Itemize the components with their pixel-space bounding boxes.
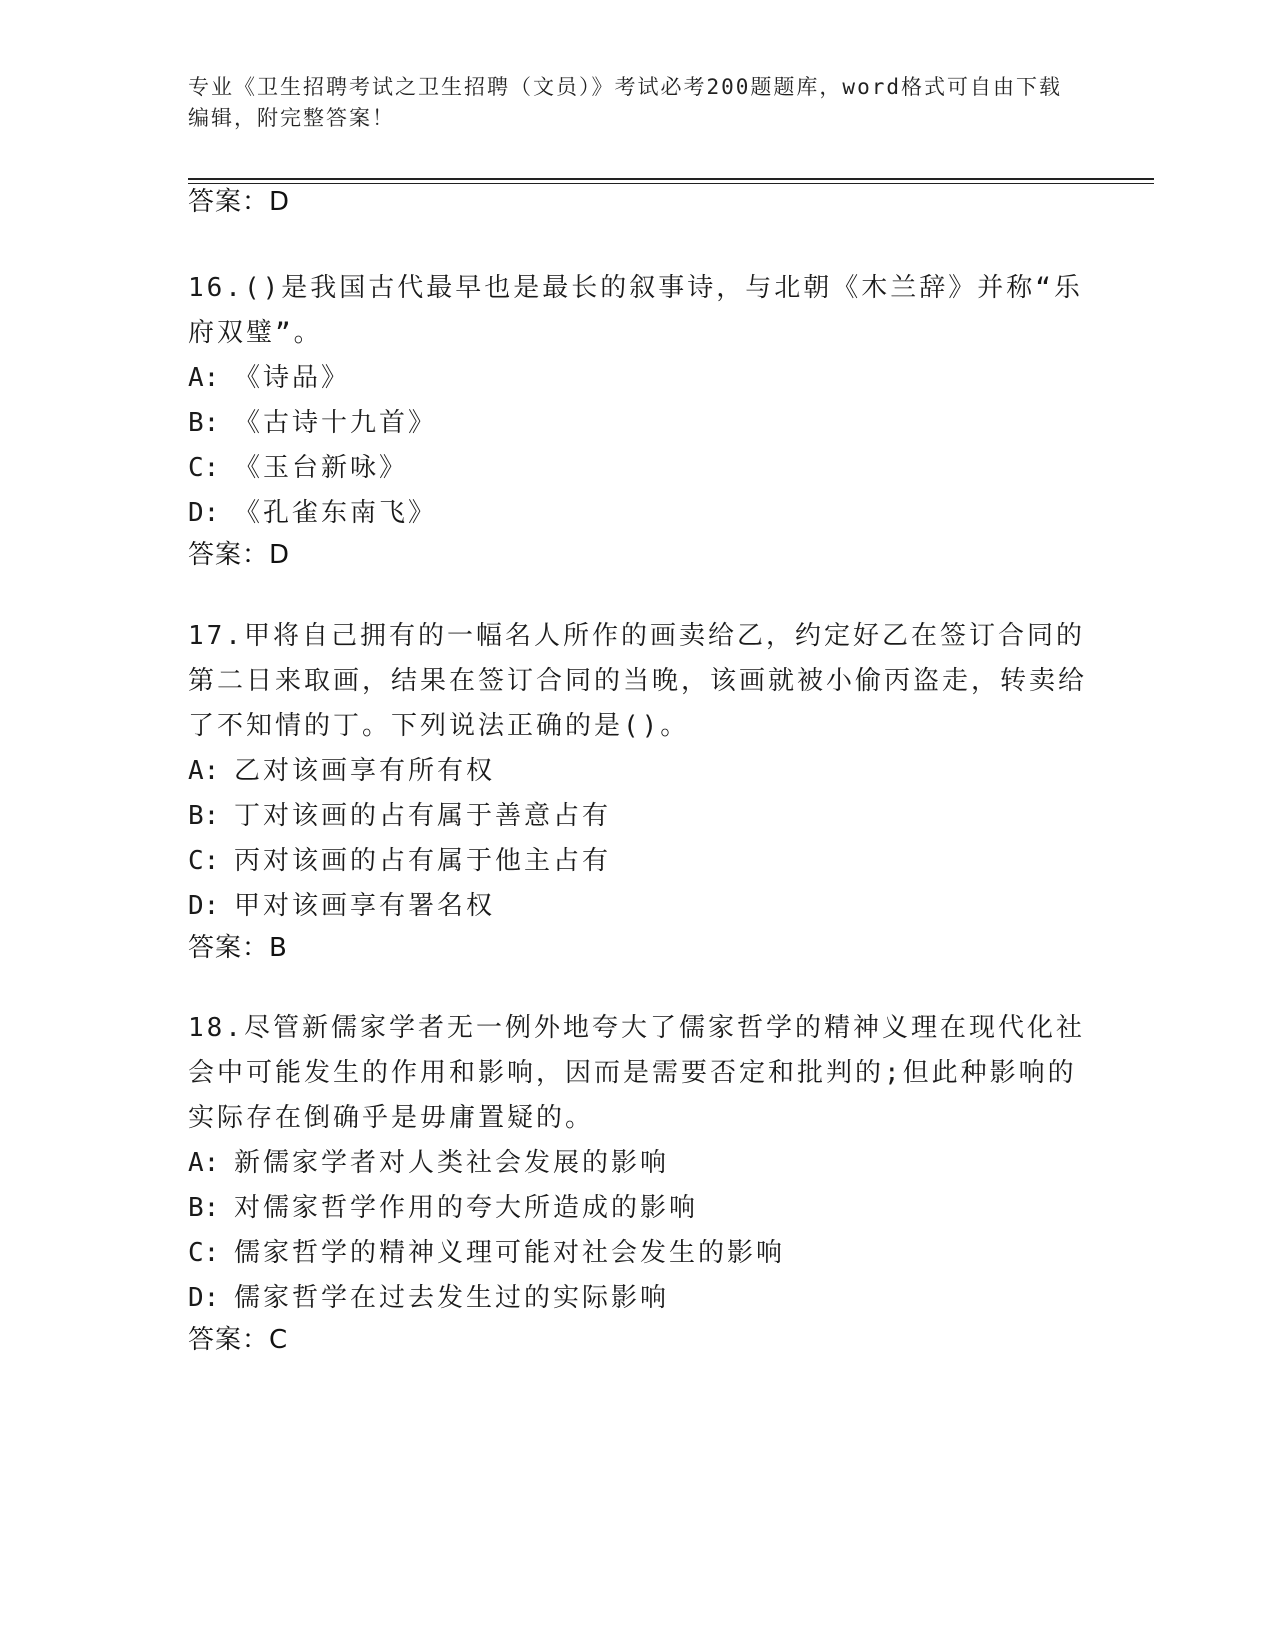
option-text: 儒家哲学在过去发生过的实际影响 — [234, 1283, 670, 1313]
question-17 — [188, 614, 1088, 965]
answer-line: 答案：D — [188, 540, 291, 570]
option-key: C: — [188, 846, 220, 876]
option-key: B: — [188, 1193, 220, 1223]
option-text: 丙对该画的占有属于他主占有 — [234, 846, 612, 876]
option-text: 《古诗十九首》 — [234, 408, 438, 438]
option-d — [188, 884, 1088, 929]
option-c — [188, 839, 1088, 884]
option-a — [188, 356, 1088, 401]
question-stem: 18.尽管新儒家学者无一例外地夸大了儒家哲学的精神义理在现代化社会中可能发生的作用和影响，因而是需要否定和批判的;但此种影响的实际存在倒确乎是毋庸置疑的。 — [188, 1013, 1085, 1133]
option-a — [188, 1141, 1088, 1186]
page-header: 专业《卫生招聘考试之卫生招聘（文员）》考试必考200题题库，word格式可自由下载编辑，附完整答案！ — [188, 75, 1062, 130]
header-divider-thin — [188, 183, 1154, 184]
option-a — [188, 749, 1088, 794]
question-stem: 17.甲将自己拥有的一幅名人所作的画卖给乙，约定好乙在签订合同的第二日来取画，结果在签订合同的当晚，该画就被小偷丙盗走，转卖给了不知情的丁。下列说法正确的是()。 — [188, 621, 1088, 741]
option-b — [188, 794, 1088, 839]
option-key: D: — [188, 891, 220, 921]
option-d — [188, 1276, 1088, 1321]
option-text: 新儒家学者对人类社会发展的影响 — [234, 1148, 670, 1178]
option-key: C: — [188, 453, 220, 483]
option-key: C: — [188, 1238, 220, 1268]
answer-line: 答案：C — [188, 1325, 289, 1355]
option-b — [188, 1186, 1088, 1231]
option-key: B: — [188, 408, 220, 438]
option-text: 《玉台新咏》 — [234, 453, 409, 483]
option-key: A: — [188, 1148, 220, 1178]
option-text: 对儒家哲学作用的夸大所造成的影响 — [234, 1193, 699, 1223]
option-key: B: — [188, 801, 220, 831]
option-text: 《诗品》 — [234, 363, 351, 393]
option-key: D: — [188, 1283, 220, 1313]
option-c — [188, 1231, 1088, 1276]
option-d — [188, 491, 1088, 536]
option-key: A: — [188, 363, 220, 393]
option-b — [188, 401, 1088, 446]
option-key: D: — [188, 498, 220, 528]
option-c — [188, 446, 1088, 491]
option-key: A: — [188, 756, 220, 786]
question-18 — [188, 1006, 1088, 1357]
header-divider-thick — [188, 178, 1154, 180]
option-text: 《孔雀东南飞》 — [234, 498, 438, 528]
question-16 — [188, 266, 1088, 572]
option-text: 丁对该画的占有属于善意占有 — [234, 801, 612, 831]
option-text: 乙对该画享有所有权 — [234, 756, 496, 786]
option-text: 甲对该画享有署名权 — [234, 891, 496, 921]
answer-line: 答案：B — [188, 933, 288, 963]
previous-answer: 答案：D — [188, 187, 291, 217]
question-stem: 16.()是我国古代最早也是最长的叙事诗，与北朝《木兰辞》并称“乐府双璧”。 — [188, 273, 1083, 348]
option-text: 儒家哲学的精神义理可能对社会发生的影响 — [234, 1238, 786, 1268]
